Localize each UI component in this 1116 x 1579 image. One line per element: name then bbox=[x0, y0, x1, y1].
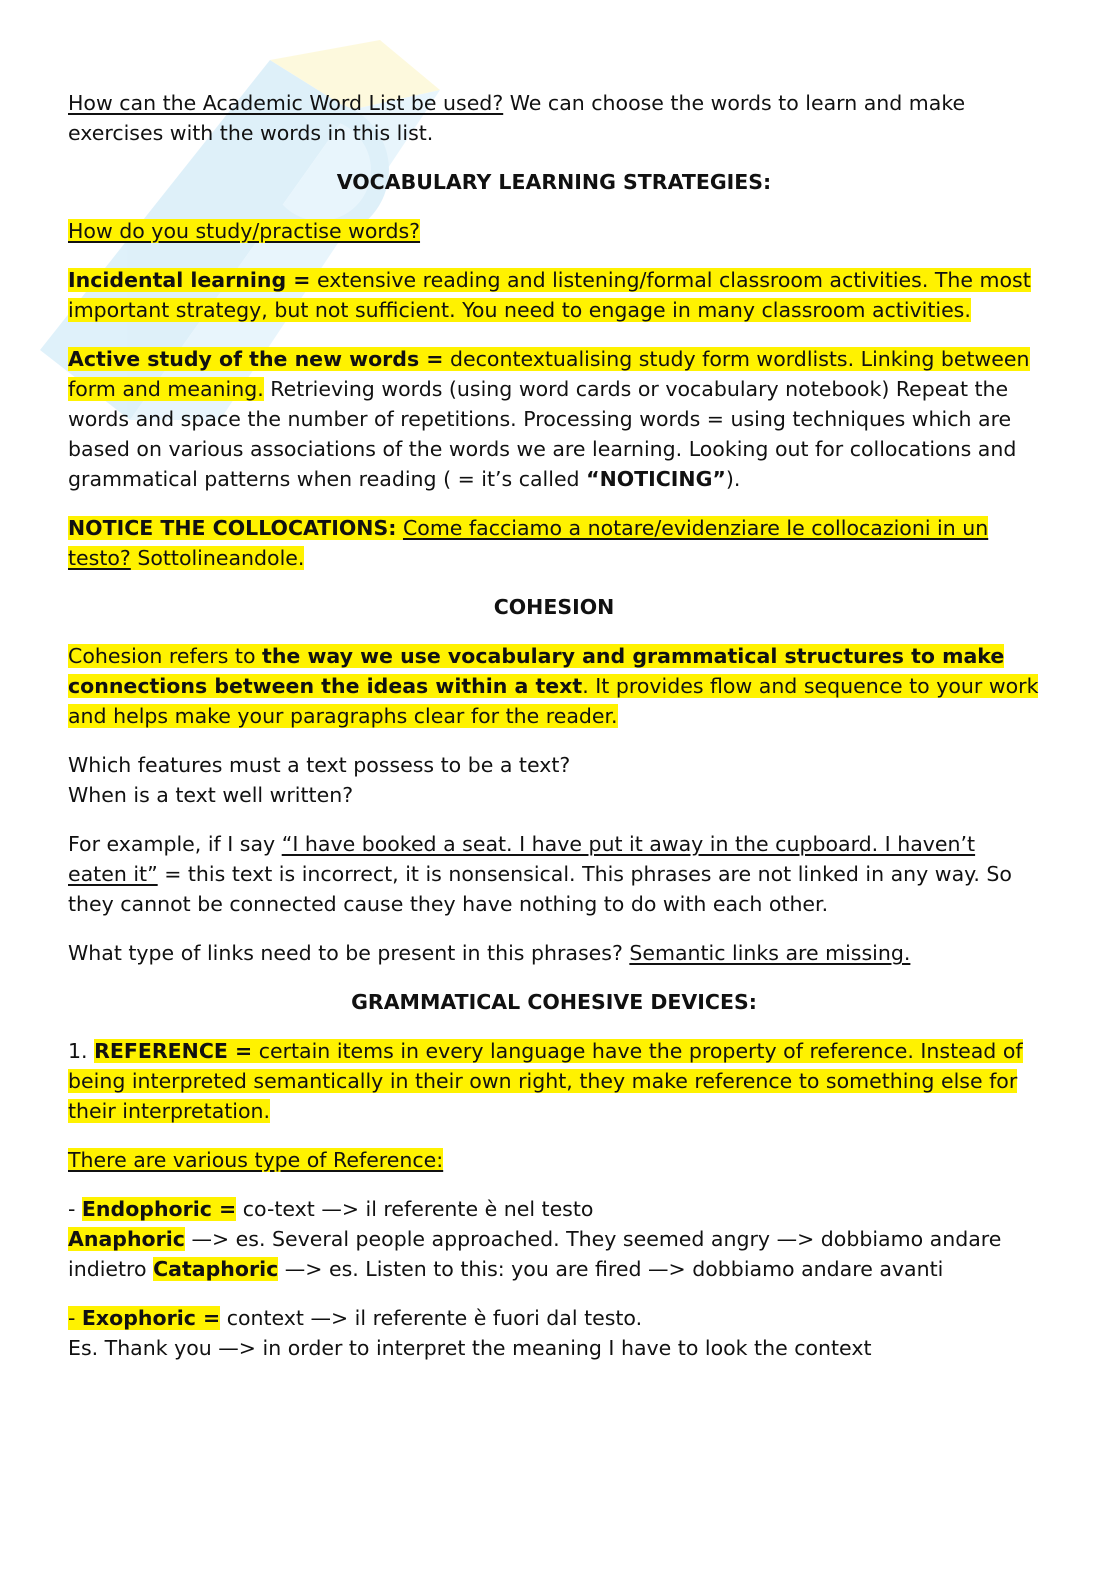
paragraph-reference bbox=[68, 1036, 1040, 1126]
collocations-answer: Sottolineandole. bbox=[130, 546, 305, 570]
links-question: What type of links need to be present in this phrases? bbox=[68, 941, 630, 965]
study-question-text: How do you study/practise words? bbox=[68, 219, 421, 243]
links-answer: Semantic links are missing. bbox=[629, 941, 911, 965]
heading-text: VOCABULARY LEARNING STRATEGIES: bbox=[336, 170, 772, 194]
exophoric-example: Es. Thank you —> in order to interpret the meaning I have to look the context bbox=[68, 1336, 872, 1360]
cohesion-intro: Cohesion refers to bbox=[68, 644, 263, 668]
list-dash: - bbox=[68, 1197, 82, 1221]
incidental-definition: extensive reading and listening/formal classroom activities. The most important strategy, but not sufficient. You need to engage in many classroom activities. bbox=[68, 268, 1031, 322]
reference-definition: certain items in every language have the property of reference. Instead of being interpreted semantically in their own right, they make reference to something else for their interpretation. bbox=[68, 1039, 1023, 1123]
heading-grammatical-devices bbox=[68, 987, 1040, 1017]
heading-vocabulary-strategies bbox=[68, 167, 1040, 197]
cataphoric-term: Cataphoric bbox=[153, 1257, 279, 1281]
incidental-term: Incidental learning = bbox=[68, 268, 311, 292]
awl-question: How can the Academic Word List be used? bbox=[68, 91, 504, 115]
cohesion-definition-bold: the way we use vocabulary and grammatical structures to make connections between the ideas within a text bbox=[68, 644, 1005, 698]
collocations-question: Come facciamo a notare/evidenziare le collocazioni in un testo? bbox=[68, 516, 989, 570]
paragraph-text-features bbox=[68, 750, 1040, 810]
written-question: When is a text well written? bbox=[68, 783, 354, 807]
document-page bbox=[68, 88, 1040, 1382]
exophoric-text: context —> il referente è fuori dal testo. bbox=[220, 1306, 643, 1330]
collocations-term: NOTICE THE COLLOCATIONS: bbox=[68, 516, 397, 540]
active-study-definition: decontextualising study form wordlists. Linking between form and meaning. bbox=[68, 347, 1030, 401]
list-dash: - bbox=[68, 1306, 82, 1330]
active-study-text: Retrieving words (using word cards or vocabulary notebook) Repeat the words and space the number of repetitions. Processing words = using techniques which are based on various associations of the words we are learning. Looking out for collocations and grammatical patterns when reading ( = it’s called bbox=[68, 377, 1017, 491]
paragraph-links bbox=[68, 938, 1040, 968]
anaphoric-term: Anaphoric bbox=[68, 1227, 185, 1251]
study-question bbox=[68, 216, 1040, 246]
paragraph-incidental bbox=[68, 265, 1040, 325]
reference-number: 1. bbox=[68, 1039, 95, 1063]
reference-types-text: There are various type of Reference: bbox=[68, 1148, 444, 1172]
noticing-term: “NOTICING” bbox=[586, 467, 726, 491]
exophoric-term: Exophoric = bbox=[81, 1306, 221, 1330]
paragraph-example bbox=[68, 829, 1040, 919]
paragraph-awl bbox=[68, 88, 1040, 148]
paragraph-collocations bbox=[68, 513, 1040, 573]
cataphoric-text: —> es. Listen to this: you are fired —> dobbiamo andare avanti bbox=[278, 1257, 944, 1281]
cohesion-definition-rest: . It provides flow and sequence to your work and helps make your paragraphs clear for the reader. bbox=[68, 674, 1039, 728]
example-explanation: = this text is incorrect, it is nonsensical. This phrases are not linked in any way. So they cannot be connected cause they have nothing to do with each other. bbox=[68, 862, 1012, 916]
awl-answer: We can choose the words to learn and make exercises with the words in this list. bbox=[68, 91, 966, 145]
heading-text: GRAMMATICAL COHESIVE DEVICES: bbox=[351, 990, 757, 1014]
endophoric-text: co-text —> il referente è nel testo bbox=[236, 1197, 594, 1221]
paragraph-active-study bbox=[68, 344, 1040, 494]
paragraph-exophoric bbox=[68, 1303, 1040, 1363]
endophoric-term: Endophoric = bbox=[81, 1197, 237, 1221]
active-study-term: Active study of the new words = bbox=[68, 347, 444, 371]
features-question: Which features must a text possess to be a text? bbox=[68, 753, 571, 777]
reference-term: REFERENCE = bbox=[94, 1039, 253, 1063]
paragraph-endophoric bbox=[68, 1194, 1040, 1284]
example-quote: “I have booked a seat. I have put it away in the cupboard. I haven’t eaten it” bbox=[68, 832, 976, 886]
paragraph-cohesion-definition bbox=[68, 641, 1040, 731]
anaphoric-text: —> es. Several people approached. They seemed angry —> dobbiamo andare indietro bbox=[68, 1227, 1002, 1281]
heading-cohesion bbox=[68, 592, 1040, 622]
example-intro: For example, if I say bbox=[68, 832, 282, 856]
reference-types-heading bbox=[68, 1145, 1040, 1175]
active-study-end: ). bbox=[725, 467, 741, 491]
heading-text: COHESION bbox=[493, 595, 615, 619]
